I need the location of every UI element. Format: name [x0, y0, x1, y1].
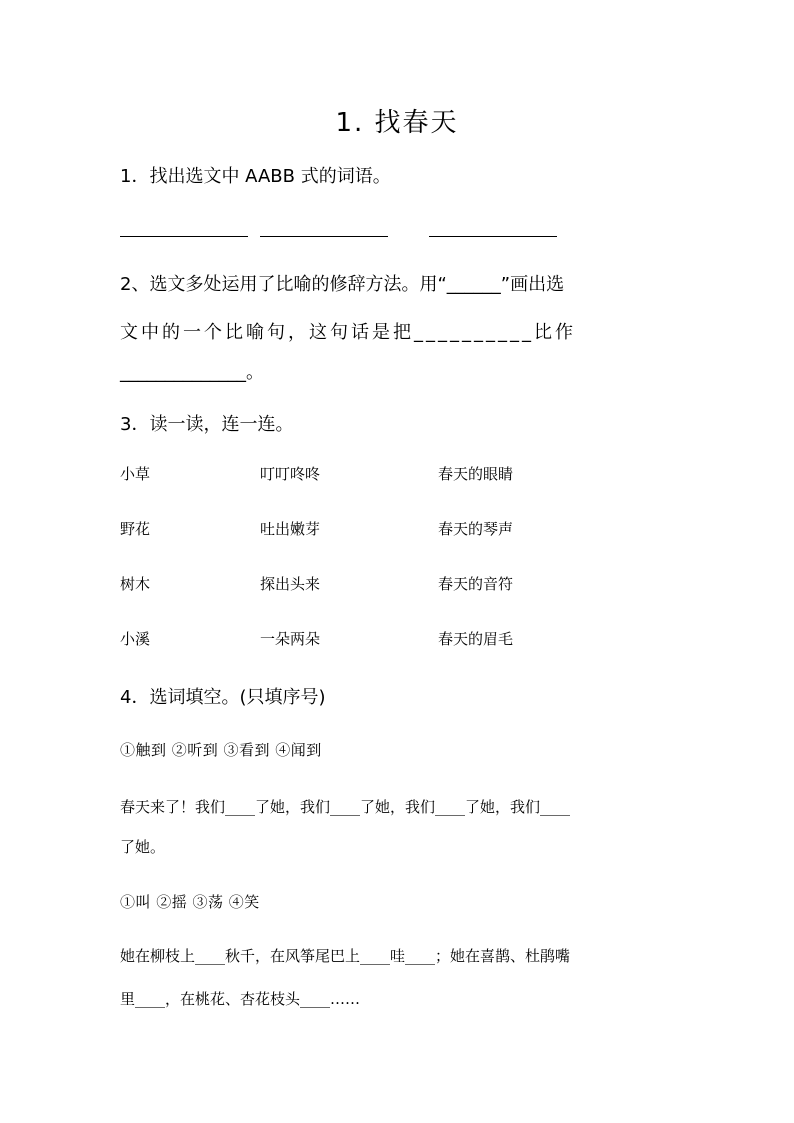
fill-sentence-2-line-1[interactable]: 她在柳枝上____秋千，在风筝尾巴上____哇____；她在喜鹊、杜鹃嘴 [120, 947, 571, 965]
answer-blanks-q1 [120, 236, 680, 238]
match-left-item[interactable]: 小溪 [120, 630, 151, 648]
match-right-item[interactable]: 春天的眼睛 [438, 465, 514, 483]
fill-sentence-1-line-1[interactable]: 春天来了！我们____了她，我们____了她，我们____了她，我们____ [120, 798, 571, 816]
match-middle-item[interactable]: 一朵两朵 [260, 630, 321, 648]
answer-blank-1[interactable] [120, 236, 248, 237]
question-2-line-1: 2、选文多处运用了比喻的修辞方法。用“______”画出选 [120, 274, 565, 295]
match-left-item[interactable]: 树木 [120, 575, 151, 593]
fill-sentence-1-line-2: 了她。 [120, 838, 166, 856]
question-3: 3．读一读，连一连。 [120, 414, 294, 435]
fill-sentence-2-line-2[interactable]: 里____，在桃花、杏花枝头____…… [120, 990, 361, 1008]
match-middle-item[interactable]: 叮叮咚咚 [260, 465, 321, 483]
match-left-item[interactable]: 野花 [120, 520, 151, 538]
match-right-item[interactable]: 春天的琴声 [438, 520, 514, 538]
match-middle-item[interactable]: 探出头来 [260, 575, 321, 593]
answer-blank-2[interactable] [260, 236, 388, 237]
word-options-1: ①触到 ②听到 ③看到 ④闻到 [120, 741, 322, 759]
page-title: 1. 找春天 [335, 108, 459, 138]
word-options-2: ①叫 ②摇 ③荡 ④笑 [120, 893, 260, 911]
question-2-line-2: 文中的一个比喻句，这句话是把__________比作 [120, 322, 576, 343]
match-left-item[interactable]: 小草 [120, 465, 151, 483]
question-2-line-3: ______________。 [120, 362, 264, 383]
match-right-item[interactable]: 春天的眉毛 [438, 630, 514, 648]
match-middle-item[interactable]: 吐出嫩芽 [260, 520, 321, 538]
match-right-item[interactable]: 春天的音符 [438, 575, 514, 593]
answer-blank-3[interactable] [429, 236, 557, 237]
question-1: 1．找出选文中 AABB 式的词语。 [120, 166, 391, 187]
question-4: 4．选词填空。(只填序号) [120, 687, 326, 708]
